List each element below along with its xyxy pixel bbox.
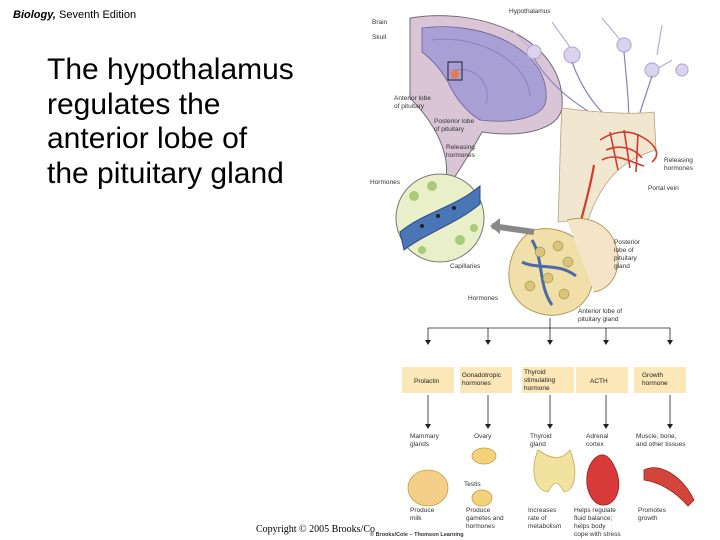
- ovary-icon: [472, 448, 496, 464]
- target-label: Adrenal: [586, 433, 609, 440]
- label-posterior-gland: gland: [614, 263, 630, 270]
- hormone-box-label: hormone: [524, 385, 550, 392]
- label-brain: Brain: [372, 19, 388, 26]
- book-edition: [13, 9, 136, 21]
- mammary-gland-icon: [408, 470, 448, 506]
- label-anterior-lobe: of pituitary: [394, 103, 424, 110]
- label-capillaries: Capillaries: [450, 263, 481, 270]
- slide-title: The hypothalamus regulates the anterior lobe of the pituitary gland: [47, 53, 294, 190]
- effect-label: Increases: [528, 507, 557, 514]
- label-hormones-mid: Hormones: [468, 295, 498, 302]
- adrenal-kidney-icon: [587, 455, 619, 505]
- target-label: Muscle, bone,: [636, 433, 677, 440]
- target-label: Mammary: [410, 433, 439, 440]
- label-posterior-gland: lobe of: [614, 247, 634, 254]
- muscle-bone-icon: [644, 468, 694, 506]
- label-skull: Skull: [372, 34, 387, 41]
- effect-label: Promotes: [638, 507, 666, 514]
- label-anterior-lobe: Anterior lobe: [394, 95, 431, 102]
- effect-label: cope with stress: [574, 531, 621, 538]
- effect-label: Helps regulate: [574, 507, 616, 514]
- hormone-box-label: Gonadotropic: [462, 372, 502, 379]
- effect-label: Produce: [466, 507, 491, 514]
- effect-label: growth: [638, 515, 658, 522]
- effect-label: gametes and: [466, 515, 504, 522]
- hypothalamus-pituitary-figure: [362, 0, 720, 540]
- effect-label: hormones: [466, 523, 495, 530]
- target-label: cortex: [586, 441, 604, 448]
- target-organs: [408, 448, 694, 506]
- book-title: Biology,: [13, 9, 56, 21]
- effect-label: fluid balance;: [574, 515, 613, 522]
- hormone-box-label: hormones: [462, 380, 491, 387]
- label-hormones: Hormones: [370, 179, 400, 186]
- label-posterior-lobe: Posterior lobe: [434, 118, 475, 125]
- effect-label: Produce: [410, 507, 435, 514]
- hormone-box-label: ACTH: [590, 378, 608, 385]
- label-releasing-hormones: Releasing: [446, 144, 475, 151]
- label-hypothalamus: Hypothalamus: [509, 8, 551, 15]
- label-posterior-lobe: of pituitary: [434, 126, 464, 133]
- label-posterior-gland: Posterior: [614, 239, 641, 246]
- effect-label: milk: [410, 515, 422, 522]
- hormone-box-label: Thyroid: [524, 369, 546, 376]
- label-releasing-hormones: hormones: [446, 152, 475, 159]
- testis-icon: [472, 490, 492, 506]
- target-label: glands: [410, 441, 430, 448]
- target-label: and other tissues: [636, 441, 686, 448]
- hormone-box-label: Growth: [642, 372, 663, 379]
- target-label: Thyroid: [530, 433, 552, 440]
- label-releasing-hormones-right: hormones: [664, 165, 693, 172]
- target-label: gland: [530, 441, 546, 448]
- label-portal-vein: Portal vein: [648, 185, 679, 192]
- copyright-notice: Copyright © 2005 Brooks/Co: [256, 524, 375, 535]
- figure-credit: © Brooks/Cole – Thomson Learning: [370, 532, 464, 538]
- label-posterior-gland: pituitary: [614, 255, 637, 262]
- hormone-box-label: stimulating: [524, 377, 556, 384]
- label-testis: Testis: [464, 481, 481, 488]
- edition-label: Seventh Edition: [55, 9, 137, 21]
- capillary-magnification: [396, 174, 534, 262]
- effect-label: helps body: [574, 523, 606, 530]
- head-inset: [410, 16, 562, 178]
- hormone-box-label: Prolactin: [414, 378, 440, 385]
- thyroid-icon: [534, 450, 575, 492]
- label-anterior-gland: pituitary gland: [578, 316, 619, 323]
- effect-label: metabolism: [528, 523, 562, 530]
- label-releasing-hormones-right: Releasing: [664, 157, 693, 164]
- hormone-box-label: hormone: [642, 380, 668, 387]
- label-anterior-gland: Anterior lobe of: [578, 308, 623, 315]
- effect-label: rate of: [528, 515, 547, 522]
- target-label: Ovary: [474, 433, 492, 440]
